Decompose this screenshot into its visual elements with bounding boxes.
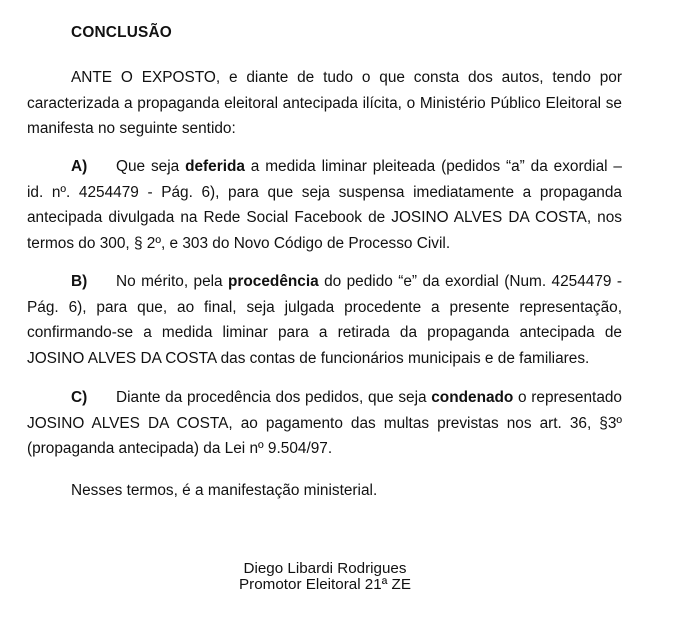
intro-text: ANTE O EXPOSTO, e diante de tudo o que consta dos autos, tendo por caracterizada a propaganda eleitoral antecipada ilícita, o Ministério Público Eleitoral se manifesta no seguinte sentido: (27, 69, 622, 137)
item-c-text-post: o representado JOSINO ALVES DA COSTA, ao pagamento das multas previstas nos art. 36, §3º (propaganda antecipada) da Lei nº 9.504/97. (27, 389, 622, 457)
item-b-paragraph (27, 269, 622, 371)
item-a-marker: A) (71, 158, 88, 175)
item-c-paragraph (27, 385, 622, 462)
signature-name: Diego Libardi Rodrigues (243, 560, 407, 577)
item-b-marker: B) (71, 273, 88, 290)
signature-block (220, 561, 430, 593)
item-a-paragraph (27, 154, 622, 256)
item-b-text-pre: No mérito, pela (116, 273, 229, 290)
item-c-text-pre: Diante da procedência dos pedidos, que seja (116, 389, 432, 406)
item-a-text-post: a medida liminar pleiteada (pedidos “a” da exordial – id. nº. 4254479 - Pág. 6), para que seja suspensa imediatamente a propaganda antecipada divulgada na Rede Social Facebook de JOSINO ALVES DA COSTA, nos termos do 300, § 2º, e 303 do Novo Código de Processo Civil. (27, 158, 622, 252)
item-b-bold: procedência (228, 273, 319, 290)
item-a-bold: deferida (185, 158, 245, 175)
signature-title: Promotor Eleitoral 21ª ZE (239, 576, 411, 593)
item-c-marker: C) (71, 389, 88, 406)
item-c-bold: condenado (431, 389, 514, 406)
item-a-text-pre: Que seja (116, 158, 186, 175)
item-b-text-post: do pedido “e” da exordial (Num. 4254479 - Pág. 6), para que, ao final, seja julgada procedente a presente representação, confirmando-se a medida liminar para a retirada da propaganda antecipada de JOSINO ALVES DA COSTA das contas de funcionários municipais e de familiares. (27, 273, 622, 367)
intro-paragraph (27, 65, 622, 142)
section-heading: CONCLUSÃO (71, 24, 172, 41)
closing-paragraph: Nesses termos, é a manifestação ministerial. (71, 482, 378, 499)
